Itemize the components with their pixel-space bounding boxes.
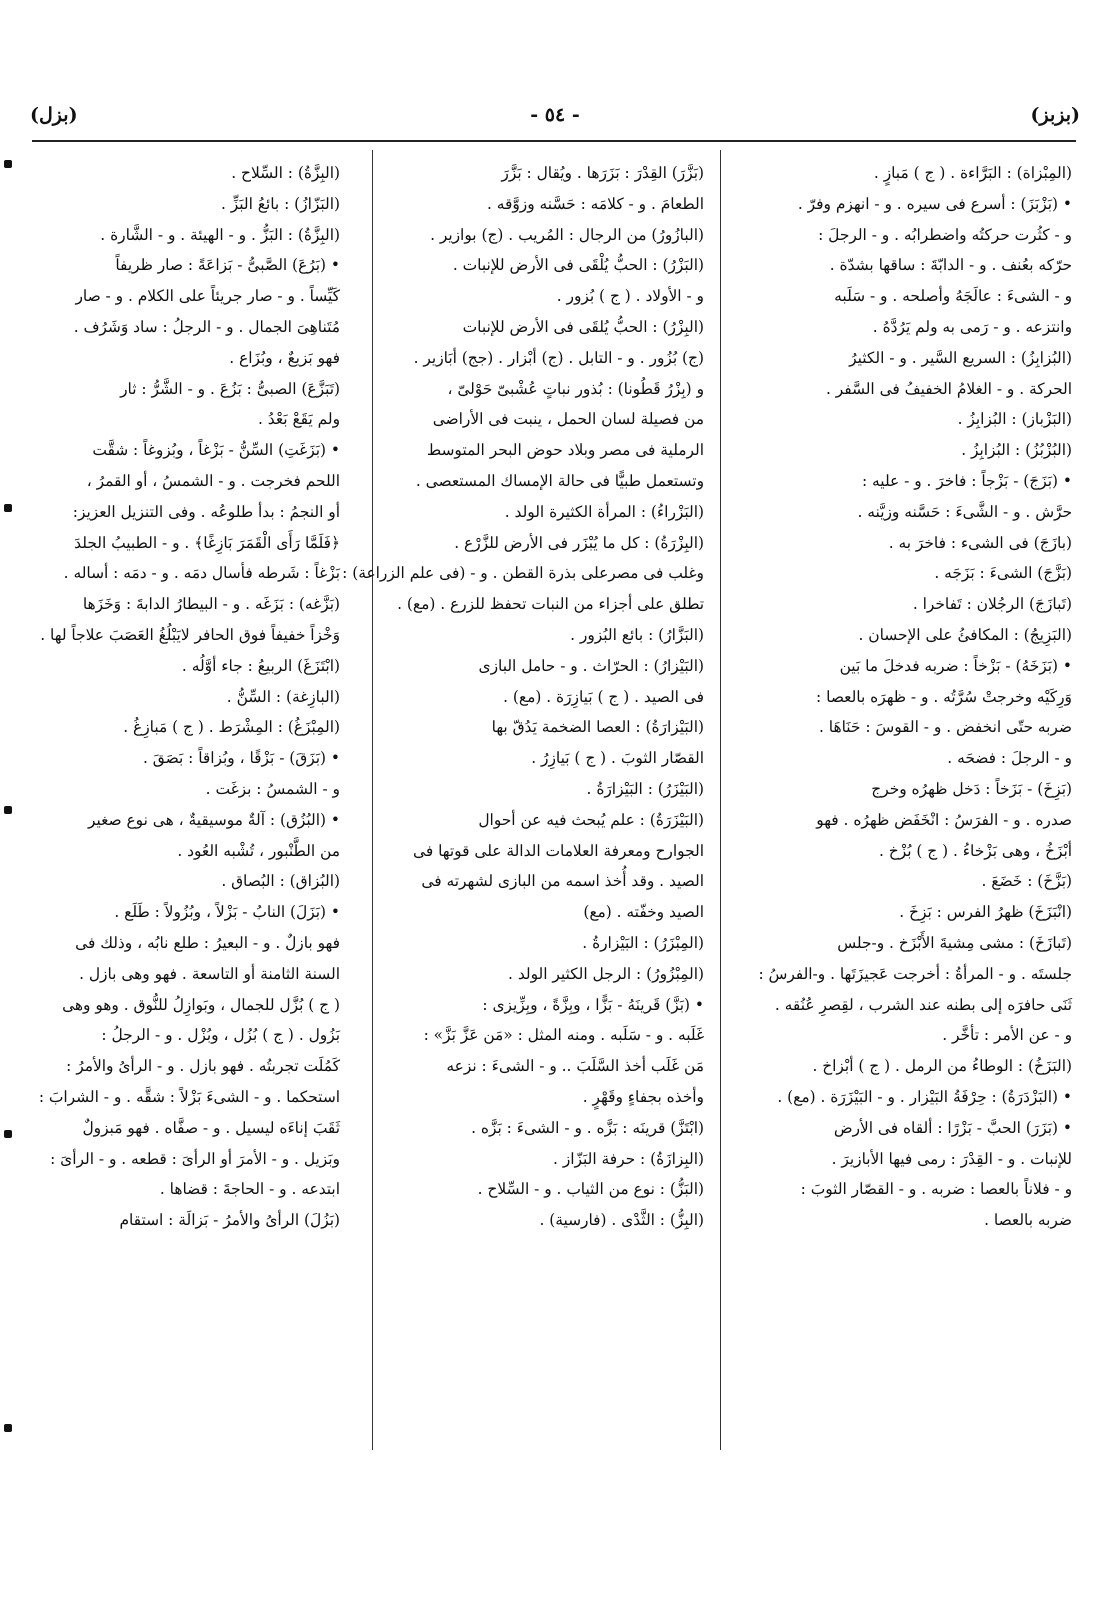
entry-line: • (بَزَلَ) النابُ - بَزْلاً ، وبُزُولاً : طَلَع . bbox=[114, 903, 340, 922]
entry-line: كَمُلَت تجربتُه . فهو بازل . و - الرأىُ والأمرُ : bbox=[66, 1057, 340, 1076]
entry-line: (المِبْزُورُ) : الرجل الكثير الولد . bbox=[508, 964, 704, 983]
entry-line: (البَيْزَرُ) : البَيْزارَةُ . bbox=[586, 779, 704, 798]
margin-mark bbox=[4, 160, 12, 168]
margin-mark bbox=[4, 806, 12, 814]
entry-line: • (بَزْبَزَ) : أسرع فى سيره . و - انهزم وفرّ . bbox=[797, 194, 1072, 213]
entry-line: ضربه حتّى انخفض . و - القوسَ : حَنَاهَا . bbox=[819, 718, 1072, 737]
entry-line: الحركة . و - الغلامُ الخفيفُ فى السَّفر . bbox=[825, 379, 1072, 398]
entry-line: (البِزَّةُ) : البَزُّ . و - الهيئة . و - الشَّارة . bbox=[100, 225, 340, 244]
margin-mark bbox=[4, 1130, 12, 1138]
entry-line: و - الرجلَ : فضحَه . bbox=[947, 749, 1072, 768]
page-number: - ٥٤ - bbox=[530, 104, 580, 126]
entry-line: (البُزاق) : البُصاق . bbox=[221, 872, 340, 891]
entry-line: (بَزِخَ) - بَزَخاً : دَخل ظهرُه وخرج bbox=[871, 779, 1072, 798]
column-left bbox=[24, 158, 340, 1236]
entry-line: وتستعمل طبيًّا فى حالة الإمساك المستعصى . bbox=[415, 471, 704, 490]
header-rule bbox=[32, 140, 1076, 142]
entry-line: (البازِغة) : السِّنُّ . bbox=[226, 687, 340, 706]
entry-line: (بَزَّغه) : بَزَغَه . و - البيطارُ الدابةَ : وَخَزَها bbox=[82, 595, 340, 614]
entry-line: (البُزابِزُ) : السريع السَّير . و - الكثيرُ bbox=[849, 348, 1072, 367]
entry-line: (البِزْرُ) : الحبُّ يُلقَى فى الأرض للإنبات bbox=[462, 317, 704, 336]
entry-line: • (بَزَغَتِ) السِّنُّ - بَزْغاً ، وبُزوغاً : شقَّت bbox=[92, 441, 340, 460]
entry-line: و - كثُرت حركتُه واضطرابُه . و - الرجلَ : bbox=[818, 225, 1072, 244]
entry-line: ( ج ) بُزَّل للجمال ، وبَوازِلُ للنُّوق . وهو وهى bbox=[62, 995, 340, 1014]
entry-line: للإنبات . و - القِدْرَ : رمى فيها الأبازيرَ . bbox=[831, 1149, 1072, 1168]
entry-line: فهو بَزيعٌ ، وبُزَاع . bbox=[229, 348, 340, 367]
entry-line: تطلق على أجزاء من النبات تحفظ للزرع . (مع) . bbox=[397, 595, 704, 614]
entry-line: وَخْزاً خفيفاً فوق الحافر لايَبْلُغُ العَصَبَ علاجاً لها . bbox=[40, 625, 340, 644]
entry-line: بَزْغاً : شَرطه فأسال دمَه . و - دمَه : أساله . bbox=[63, 564, 340, 583]
margin-mark bbox=[4, 1424, 12, 1432]
entry-line: حرّكه بعُنف . و - الدابّةَ : ساقها بشدّة . bbox=[829, 256, 1072, 275]
entry-line: (البازُورُ) من الرجال : المُريب . (ج) بوازير . bbox=[430, 225, 704, 244]
entry-line: (المِبْزَرُ) : البَيْزارةُ . bbox=[582, 933, 704, 952]
entry-line: • (البُزُق) : آلةٌ موسيقيةٌ ، هى نوع صغير bbox=[87, 810, 340, 829]
entry-line: (البِزْرَةُ) : كل ما يُبْزَر فى الأرض للزَّرْع . bbox=[454, 533, 704, 552]
entry-line: مُتَناهِىَ الجمال . و - الرجلُ : ساد وَشَرُف . bbox=[73, 317, 340, 336]
entry-line: (تَبَزَّعَ) الصبىُّ : بَزُعَ . و - الشَّرُّ : ثار bbox=[120, 379, 340, 398]
entry-line: (البُزْبُزُ) : البُزابِزُ . bbox=[961, 441, 1072, 460]
entry-line: (البَيْزارُ) : الحرّاث . و - حامل البازى bbox=[478, 656, 704, 675]
entry-line: وَرِكَيْه وخرجتْ سُرَّتُه . و - ظهرَه بالعصا : bbox=[816, 687, 1072, 706]
entry-line: بَزُول . ( ج ) بُزُل ، وبُزْل . و - الرجلُ : bbox=[101, 1026, 340, 1045]
entry-line: (تَبازَخَ) : مشى مِشيةَ الأَبْزَخ . و-جلس bbox=[837, 933, 1072, 952]
entry-line: أبْزَخُ ، وهى بَزْخاءُ . ( ج ) بُزْخ . bbox=[878, 841, 1072, 860]
entry-line: (البَيْزارَةُ) : العصا الضخمة يَدُقّ بها bbox=[491, 718, 704, 737]
entry-line: من الطَّنْبور ، تُشْبه العُود . bbox=[177, 841, 340, 860]
entry-line: و - الأولاد . ( ج ) بُزور . bbox=[556, 287, 704, 306]
entry-line: (بَزُلَ) الرأىُ والأمرُ - بَزالَة : استقام bbox=[119, 1211, 340, 1230]
entry-line: ابتدعه . و - الحاجةَ : قضاها . bbox=[159, 1180, 340, 1199]
entry-line: (ابْتَزَّ) قرينَه : بَزَّه . و - الشىءَ : بَزَّه . bbox=[471, 1118, 704, 1137]
entry-line: • (بَزَقَ) - بَزْقًا ، وبُزاقاً : بَصَقَ . bbox=[142, 749, 340, 768]
entry-line: (بَزَّرَ) القِدْرَ : بَزَرَها . ويُقال : بَزَّرَ bbox=[501, 164, 704, 182]
entry-line: (البَزَخُ) : الوطاءُ من الرمل . ( ج ) أبْزاخ . bbox=[812, 1057, 1072, 1076]
entry-line: (البِزَّةُ) : السِّلاح . bbox=[231, 164, 340, 182]
entry-line: وانتزعه . و - رَمى به ولم يَرُدَّهُ . bbox=[872, 317, 1072, 336]
entry-line: (البَزْرُ) : الحبُّ يُلْقَى فى الأرض للإنبات . bbox=[452, 256, 704, 275]
column-middle bbox=[342, 158, 704, 1236]
entry-line: السنة الثامنة أو التاسعة . فهو وهى بازل . bbox=[79, 964, 340, 983]
entry-line: (بَزَّجَ) الشىءَ : بَزَجَه . bbox=[934, 564, 1072, 583]
entry-line: • (بَزَخَهُ) - بَزْخاً : ضربه فدخلَ ما بَين bbox=[839, 656, 1072, 675]
entry-line: صدره . و - الفرَسُ : انْخَفَض ظهرُه . فهو bbox=[816, 810, 1072, 829]
entry-line: فهو بازلٌ . و - البعيرُ : طلع نابُه ، وذلك فى bbox=[75, 933, 340, 952]
column-divider-right bbox=[720, 150, 721, 1450]
entry-line: الصيد وخفّته . (مع) bbox=[583, 903, 704, 922]
entry-line: (البَزِيجُ) : المكافئُ على الإحسان . bbox=[858, 625, 1072, 644]
entry-line: (البِزازَةُ) : حرفة البَزّاز . bbox=[553, 1149, 704, 1168]
entry-line: (البَزْباز) : البُزابِزُ . bbox=[957, 410, 1072, 429]
entry-line: ثَنَى حافرَه إلى بطنه عند الشرب ، لقِصرِ عُنُقه . bbox=[774, 995, 1072, 1014]
entry-line: وغلب فى مصرعلى بذرة القطن . و - (فى علم الزراعة) : bbox=[342, 564, 704, 583]
entry-line: • (بَزَّ) قَرينَهُ - بَزًّا ، وبِزَّةً ، وبِزِّيزى : bbox=[482, 995, 704, 1014]
left-running-headword: (بزل) bbox=[30, 104, 78, 126]
entry-line: (البَزّازُ) : بائعُ البَزِّ . bbox=[220, 194, 340, 213]
entry-line: وأخذه بجفاءٍ وقَهْرٍ . bbox=[582, 1087, 704, 1106]
entry-line: • (بَزَجَ) - بَزْجاً : فاخرَ . و - عليه : bbox=[861, 471, 1072, 490]
entry-line: (ابْتَزَغَ) الربيعُ : جاء أوَّلُه . bbox=[181, 656, 340, 675]
entry-line: جلستَه . و - المرأةُ : أخرجت عَجيزَتَها . و-الفرسُ : bbox=[758, 964, 1072, 983]
entry-line: (البِزُّ) : الثَّدْى . (فارسية) . bbox=[539, 1211, 704, 1230]
entry-line: ضربه بالعصا . bbox=[984, 1211, 1072, 1230]
entry-line: و - الشمسُ : بزغَت . bbox=[205, 779, 340, 798]
entry-line: (بازَجَ) فى الشىء : فاخرَ به . bbox=[888, 533, 1072, 552]
entry-line: ولم يَقَعْ بَعْدُ . bbox=[258, 410, 340, 429]
entry-line: و - عن الأمر : تأخَّر . bbox=[942, 1026, 1072, 1045]
entry-line: الصيد . وقد أُخذ اسمه من البازى لشهرته فى bbox=[421, 872, 704, 891]
entry-line: و - فلاناً بالعصا : ضربه . و - القصّار الثوبَ : bbox=[800, 1180, 1072, 1199]
column-divider-left bbox=[372, 150, 373, 1450]
entry-line: (انْبَزَخَ) ظهرُ الفرس : بَزِخَ . bbox=[899, 903, 1072, 922]
entry-line: و - الشىءَ : عالَجَهُ وأصلحه . و - سَلَبه bbox=[834, 287, 1072, 306]
entry-line: الرملية فى مصر وبلاد حوض البحر المتوسط bbox=[426, 441, 704, 460]
entry-line: و (بِزْرُ قَطُونا) : بُذور نباتٍ عُشْبىّ حَوْلىّ ، bbox=[447, 379, 704, 398]
entry-line: أو النجمُ : بدأ طلوعُه . وفى التنزيل العزيز: bbox=[72, 502, 340, 521]
entry-line: (البَزَّارُ) : بائع البُزور . bbox=[570, 625, 704, 644]
entry-line: (بَزَّخَ) : خَضَعَ . bbox=[981, 872, 1072, 891]
entry-line: (البَيْزَرَةُ) : علم يُبحث فيه عن أحوال bbox=[478, 810, 704, 829]
entry-line: (المِبْزَغُ) : المِشْرَط . ( ج ) مَبازِغُ . bbox=[123, 718, 340, 737]
entry-line: القصّار الثوبَ . ( ج ) بَيازِرُ . bbox=[531, 749, 704, 768]
entry-line: غَلَبه . و - سَلَبه . ومنه المثل : «مَن عَزَّ بَزَّ» : bbox=[423, 1026, 704, 1045]
entry-line: (تَبازَجَ) الرجُلان : تَفاخرا . bbox=[912, 595, 1072, 614]
entry-line: الجوارح ومعرفة العلامات الدالة على قوتها فى bbox=[413, 841, 704, 860]
entry-line: (المِبْزاة) : البَرَّاءة . ( ج ) مَبازٍ . bbox=[873, 164, 1072, 182]
entry-line: (البَزْراءُ) : المرأة الكثيرة الولد . bbox=[504, 502, 704, 521]
entry-line: كَيِّساً . و - صار جريئاً على الكلام . و - صار bbox=[75, 287, 340, 306]
entry-line: وبَزيل . و - الأمرَ أو الرأىَ : قطعه . و - الرأىَ : bbox=[50, 1149, 340, 1168]
margin-mark bbox=[4, 504, 12, 512]
entry-line: ﴿فَلَمَّا رَأَى الْقَمَرَ بَازِغًا﴾ . و - الطبيبُ الجلدَ bbox=[74, 533, 340, 552]
entry-line: استحكما . و - الشىءَ بَزْلاً : شقَّه . و - الشرابَ : bbox=[38, 1087, 340, 1106]
right-running-headword: (بزبز) bbox=[1030, 104, 1080, 126]
entry-line: ثَقَبَ إناءَه ليسيل . و - صفَّاه . فهو مَبزولٌ bbox=[82, 1118, 340, 1137]
entry-line: (ج) بُزُور . و - التابل . (ج) أبْزار . (جج) أبَازير . bbox=[413, 348, 704, 367]
entry-line: فى الصيد . ( ج ) بَيازِرَة . (مع) . bbox=[503, 687, 704, 706]
entry-line: من فصيلة لسان الحمل ، ينبت فى الأراضى bbox=[432, 410, 704, 429]
entry-line: • (بَرُعَ) الصَّبىُّ - بَزاعَةً : صار ظريفاً bbox=[115, 256, 340, 275]
column-right bbox=[756, 158, 1072, 1236]
entry-line: حرَّش . و - الشَّىءَ : حَسَّنه وزيَّنه . bbox=[857, 502, 1072, 521]
entry-line: • (البَزْدَرَةُ) : حِرْفَةُ البَيْزار . و - البَيْزَرَة . (مع) . bbox=[777, 1087, 1072, 1106]
entry-line: مَن غَلَب أخذ السَّلَبَ .. و - الشىءَ : نزعه bbox=[446, 1057, 704, 1076]
entry-line: (البَزُّ) : نوع من الثياب . و - السِّلاح . bbox=[477, 1180, 704, 1199]
entry-line: الطعامَ . و - كلامَه : حَسَّنه وزوَّقه . bbox=[486, 194, 704, 213]
page-header bbox=[30, 104, 1080, 134]
entry-line: اللحم فخرجت . و - الشمسُ ، أو القمرُ ، bbox=[86, 471, 340, 490]
entry-line: • (بَزَرَ) الحبَّ - بَزْرًا : ألقاه فى الأرض bbox=[833, 1118, 1072, 1137]
